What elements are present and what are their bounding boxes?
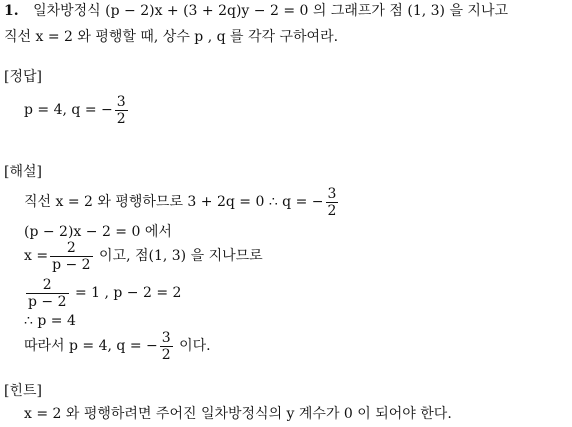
solution-line-3-prefix: x = [24, 248, 49, 264]
problem-text-line-2: 직선 x = 2 와 평행할 때, 상수 p , q 를 각각 구하여라. [4, 29, 339, 45]
answer-line [24, 90, 130, 130]
solution-line-3-fraction [50, 240, 93, 273]
solution-line-1-text: 직선 x = 2 와 평행하므로 3 + 2q = 0 ∴ q = − [24, 194, 324, 210]
answer-frac-den: 2 [116, 110, 126, 127]
solution-line-6-frac-den: 2 [161, 346, 171, 363]
solution-line-4 [24, 273, 181, 313]
solution-line-3-frac-num: 2 [66, 239, 76, 256]
solution-line-4-frac-den: p − 2 [28, 293, 67, 310]
solution-line-4-suffix: = 1 , p − 2 = 2 [74, 285, 182, 301]
solution-line-2: (p − 2)x − 2 = 0 에서 [24, 224, 172, 240]
solution-line-6-prefix: 따라서 p = 4, q = − [24, 338, 158, 354]
solution-line-3-suffix: 이고, 점(1, 3) 을 지나므로 [99, 248, 263, 264]
solution-line-6-frac-num: 3 [161, 329, 171, 346]
solution-line-4-fraction [26, 277, 69, 310]
solution-line-6-fraction [160, 330, 173, 363]
hint-text: x = 2 와 평행하려면 주어진 일차방정식의 y 계수가 0 이 되어야 한다. [24, 406, 452, 422]
solution-line-3-frac-den: p − 2 [52, 256, 91, 273]
problem-statement-line-1 [4, 2, 508, 20]
hint-heading: [힌트] [4, 383, 42, 399]
solution-line-1-fraction [326, 186, 339, 219]
problem-number: 1. [4, 3, 19, 19]
solution-heading: [해설] [4, 164, 42, 180]
answer-fraction [115, 94, 128, 127]
solution-line-1 [24, 182, 340, 222]
solution-line-4-frac-num: 2 [42, 276, 52, 293]
solution-line-5: ∴ p = 4 [24, 313, 76, 329]
problem-text-line-1: 일차방정식 (p − 2)x + (3 + 2q)y − 2 = 0 의 그래프가 점 (1, 3) 을 지나고 [33, 3, 508, 19]
solution-line-3 [24, 236, 263, 276]
solution-line-1-frac-den: 2 [327, 202, 337, 219]
answer-heading: [정답] [4, 69, 42, 85]
solution-line-6-suffix: 이다. [179, 338, 211, 354]
answer-frac-num: 3 [116, 93, 126, 110]
solution-line-6 [24, 326, 211, 366]
answer-prefix: p = 4, q = − [24, 102, 113, 118]
solution-line-1-frac-num: 3 [327, 185, 337, 202]
